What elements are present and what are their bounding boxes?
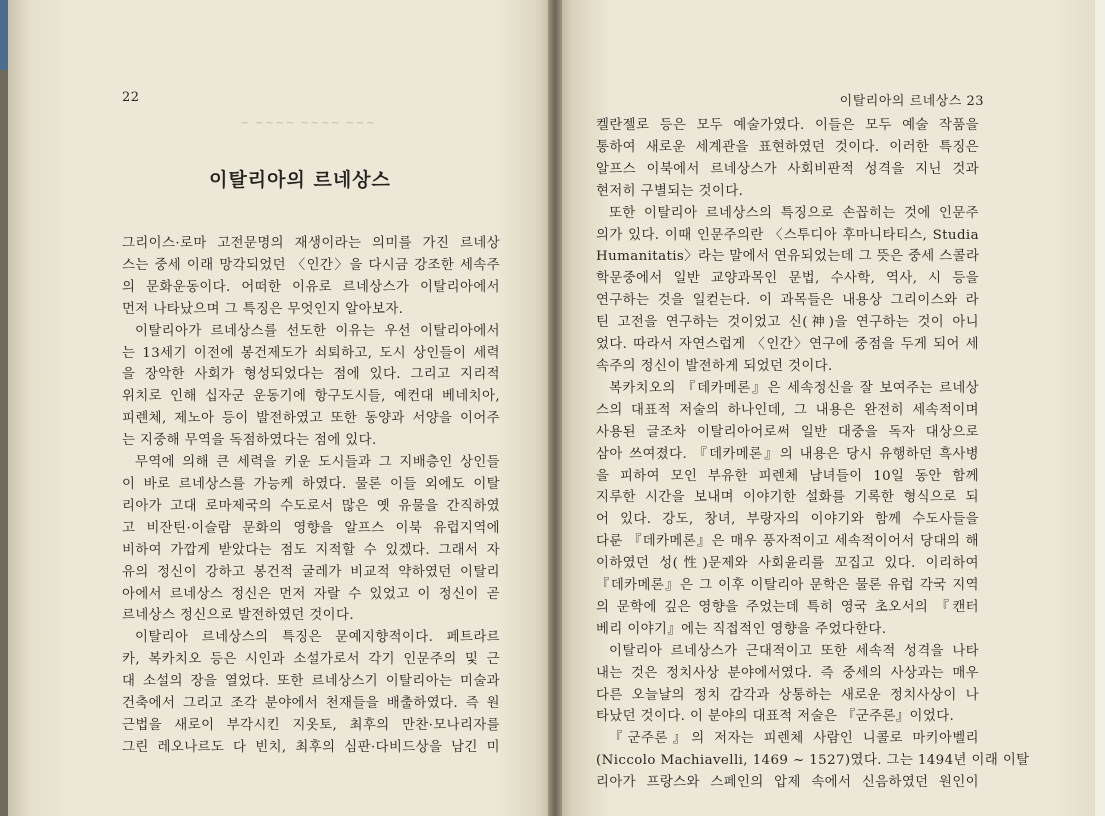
text-line: 이탈리아가 르네상스를 선도한 이유는 우선 이탈리아에서	[135, 323, 500, 339]
text-line: 었다. 따라서 자연스럽게 〈인간〉연구에 중점을 두게 되어 세	[596, 337, 979, 353]
text-line: Humanitatis〉라는 말에서 연유되었는데 그 뜻은 중세 스콜라	[596, 249, 980, 265]
text-line: 통하여 새로운 세계관을 표현하였던 것이다. 이러한 특징은	[596, 139, 979, 155]
text-line: 내는 것은 정치사상 분야에서였다. 즉 중세의 사상과는 매우	[596, 665, 979, 681]
text-line: 틴 고전을 연구하는 것이었고 신(神)을 연구하는 것이 아니	[596, 315, 979, 331]
page-edge	[1095, 0, 1105, 816]
text-line: 스는 중세 이래 망각되었던 〈인간〉을 다시금 강조한 세속주	[122, 257, 500, 273]
text-line: 는 13세기 이전에 봉건제도가 쇠퇴하고, 도시 상인들이 세력	[122, 345, 500, 361]
text-line: 을 피하여 모인 부유한 피렌체 남녀들이 10일 동안 함께	[596, 468, 979, 484]
text-line: 르네상스 정신으로 발전하였던 것이다.	[122, 608, 354, 624]
text-line: 속주의 정신이 발전하게 되었던 것이다.	[596, 358, 833, 374]
text-line: 학문중에서 일반 교양과목인 문법, 수사학, 역사, 시 등을	[596, 271, 979, 287]
text-line: 을 장악한 사회가 형성되었다는 점에 있다. 그리고 지리적	[122, 367, 500, 383]
text-line: 『데카메론』은 그 이후 이탈리아 문학은 물론 유럽 각국 지역	[596, 578, 979, 594]
text-line: 타났던 것이다. 이 분야의 대표적 저술은 『군주론』이었다.	[596, 709, 955, 725]
text-line: 의 문학에 깊은 영향을 주었는데 특히 영국 초오서의 『캔터	[596, 599, 979, 615]
text-line: 비하여 가깝게 받았다는 점도 지적할 수 있겠다. 그래서 자	[122, 542, 500, 558]
text-line: 『군주론』의 저자는 피렌체 사람인 니콜로 마키아벨리	[609, 731, 979, 747]
text-line: 지루한 시간을 보내며 이야기한 설화를 기록한 형식으로 되	[596, 490, 979, 506]
text-line: 는 지중해 무역을 독점하였다는 점에 있다.	[122, 433, 377, 449]
text-line: 고 비잔틴·이슬람 문화의 영향을 알프스 이북 유럽지역에	[122, 520, 500, 536]
left-body-text	[122, 233, 500, 759]
text-line: 베리 이야기』에는 직접적인 영향을 주었다한다.	[596, 621, 887, 637]
text-line: 리아가 고대 로마제국의 수도로서 많은 옛 유물을 간직하였	[122, 498, 500, 514]
text-line: (Niccolo Machiavelli, 1469 ~ 1527)였다. 그는 1494년 이래 이탈	[596, 753, 1030, 769]
text-line: 다른 오늘날의 정치 감각과 상통하는 새로운 정치사상이 나	[596, 687, 979, 703]
text-line: 복카치오의 『데카메론』은 세속정신을 잘 보여주는 르네상	[609, 380, 979, 396]
text-line: 이탈리아 르네상스가 근대적이고 또한 세속적 성격을 나타	[609, 643, 979, 659]
right-body-text	[596, 115, 1030, 794]
text-line: 그린 레오나르도 다 빈치, 최후의 심판·다비드상을 남긴 미	[122, 739, 500, 755]
text-line: 그리이스·로마 고전문명의 재생이라는 의미를 가진 르네상	[122, 236, 500, 251]
text-line: 위치로 인해 십자군 운동기에 항구도시들, 예컨대 베네치아,	[122, 389, 500, 405]
text-line: 이탈리아 르네상스의 특징은 문예지향적이다. 페트라르	[135, 630, 500, 646]
text-line: 리아가 프랑스와 스페인의 압제 속에서 신음하였던 원인이	[596, 775, 979, 791]
text-line: 삼아 쓰여졌다. 『데카메론』의 내용은 당시 유행하던 흑사병	[596, 446, 979, 462]
page-number: 22	[122, 90, 140, 105]
chapter-title: 이탈리아의 르네상스	[209, 168, 391, 191]
text-line: 유의 정신이 강하고 봉건적 굴레가 비교적 약하였던 이탈리	[122, 564, 500, 580]
text-line: 건축에서 그리고 조각 분야에서 천재들을 배출하였다. 즉 원	[122, 696, 500, 712]
text-line: 의가 있다. 이때 인문주의란 〈스투디아 후마니타티스, Studia	[596, 227, 979, 243]
text-line: 피렌체, 제노아 등이 발전하였고 또한 동양과 서양을 이어주	[122, 411, 500, 427]
text-line: 무역에 의해 큰 세력을 키운 도시들과 그 지배층인 상인들	[135, 455, 500, 471]
text-line: 사용된 글조차 이탈리아어로써 일반 대중을 독자 대상으로	[596, 424, 979, 440]
text-line: 먼저 나타났으며 그 특징은 무엇인지 알아보자.	[122, 301, 404, 317]
text-line: 또한 이탈리아 르네상스의 특징으로 손꼽히는 것에 인문주	[609, 205, 979, 221]
text-line: 어 있다. 강도, 창녀, 부랑자의 이야기와 함께 수도사들을	[596, 512, 979, 528]
text-line: 켈란젤로 등은 모두 예술가였다. 이들은 모두 예술 작품을	[596, 118, 979, 133]
text-line: 현저히 구별되는 것이다.	[596, 183, 744, 199]
bleed-through-text: ~ ~~~~ ~~~~ ~~~	[239, 116, 377, 129]
text-line: 이 바로 르네상스를 가능케 하였다. 물론 이들 외에도 이탈	[122, 476, 500, 492]
text-line: 다룬 『데카메론』은 매우 풍자적이고 세속적이어서 당대의 해	[596, 534, 979, 550]
text-line: 의 문화운동이다. 어떠한 이유로 르네상스가 이탈리아에서	[122, 279, 500, 295]
running-head: 이탈리아의 르네상스 23	[839, 94, 984, 109]
text-line: 대 소설의 장을 열었다. 또한 르네상스기 이탈리아는 미술과	[122, 674, 500, 690]
book-cover-edge	[0, 0, 8, 816]
book-gutter	[548, 0, 562, 816]
text-line: 알프스 이북에서 르네상스가 사회비판적 성격을 지닌 것과	[596, 161, 979, 177]
text-line: 아에서 르네상스 정신은 먼저 자랄 수 있었고 이 정신이 곧	[122, 586, 500, 602]
text-line: 근법을 새로이 부각시킨 지옷토, 최후의 만찬·모나리자를	[122, 717, 500, 733]
text-line: 이하였던 성(性)문제와 사회윤리를 꼬집고 있다. 이리하여	[596, 556, 979, 572]
text-line: 스의 대표적 저술의 하나인데, 그 내용은 완전히 세속적이며	[596, 402, 979, 418]
text-line: 카, 복카치오 등은 시인과 소설가로서 각기 인문주의 및 근	[122, 652, 500, 668]
text-line: 연구하는 것을 일컫는다. 이 과목들은 내용상 그리이스와 라	[596, 293, 979, 309]
